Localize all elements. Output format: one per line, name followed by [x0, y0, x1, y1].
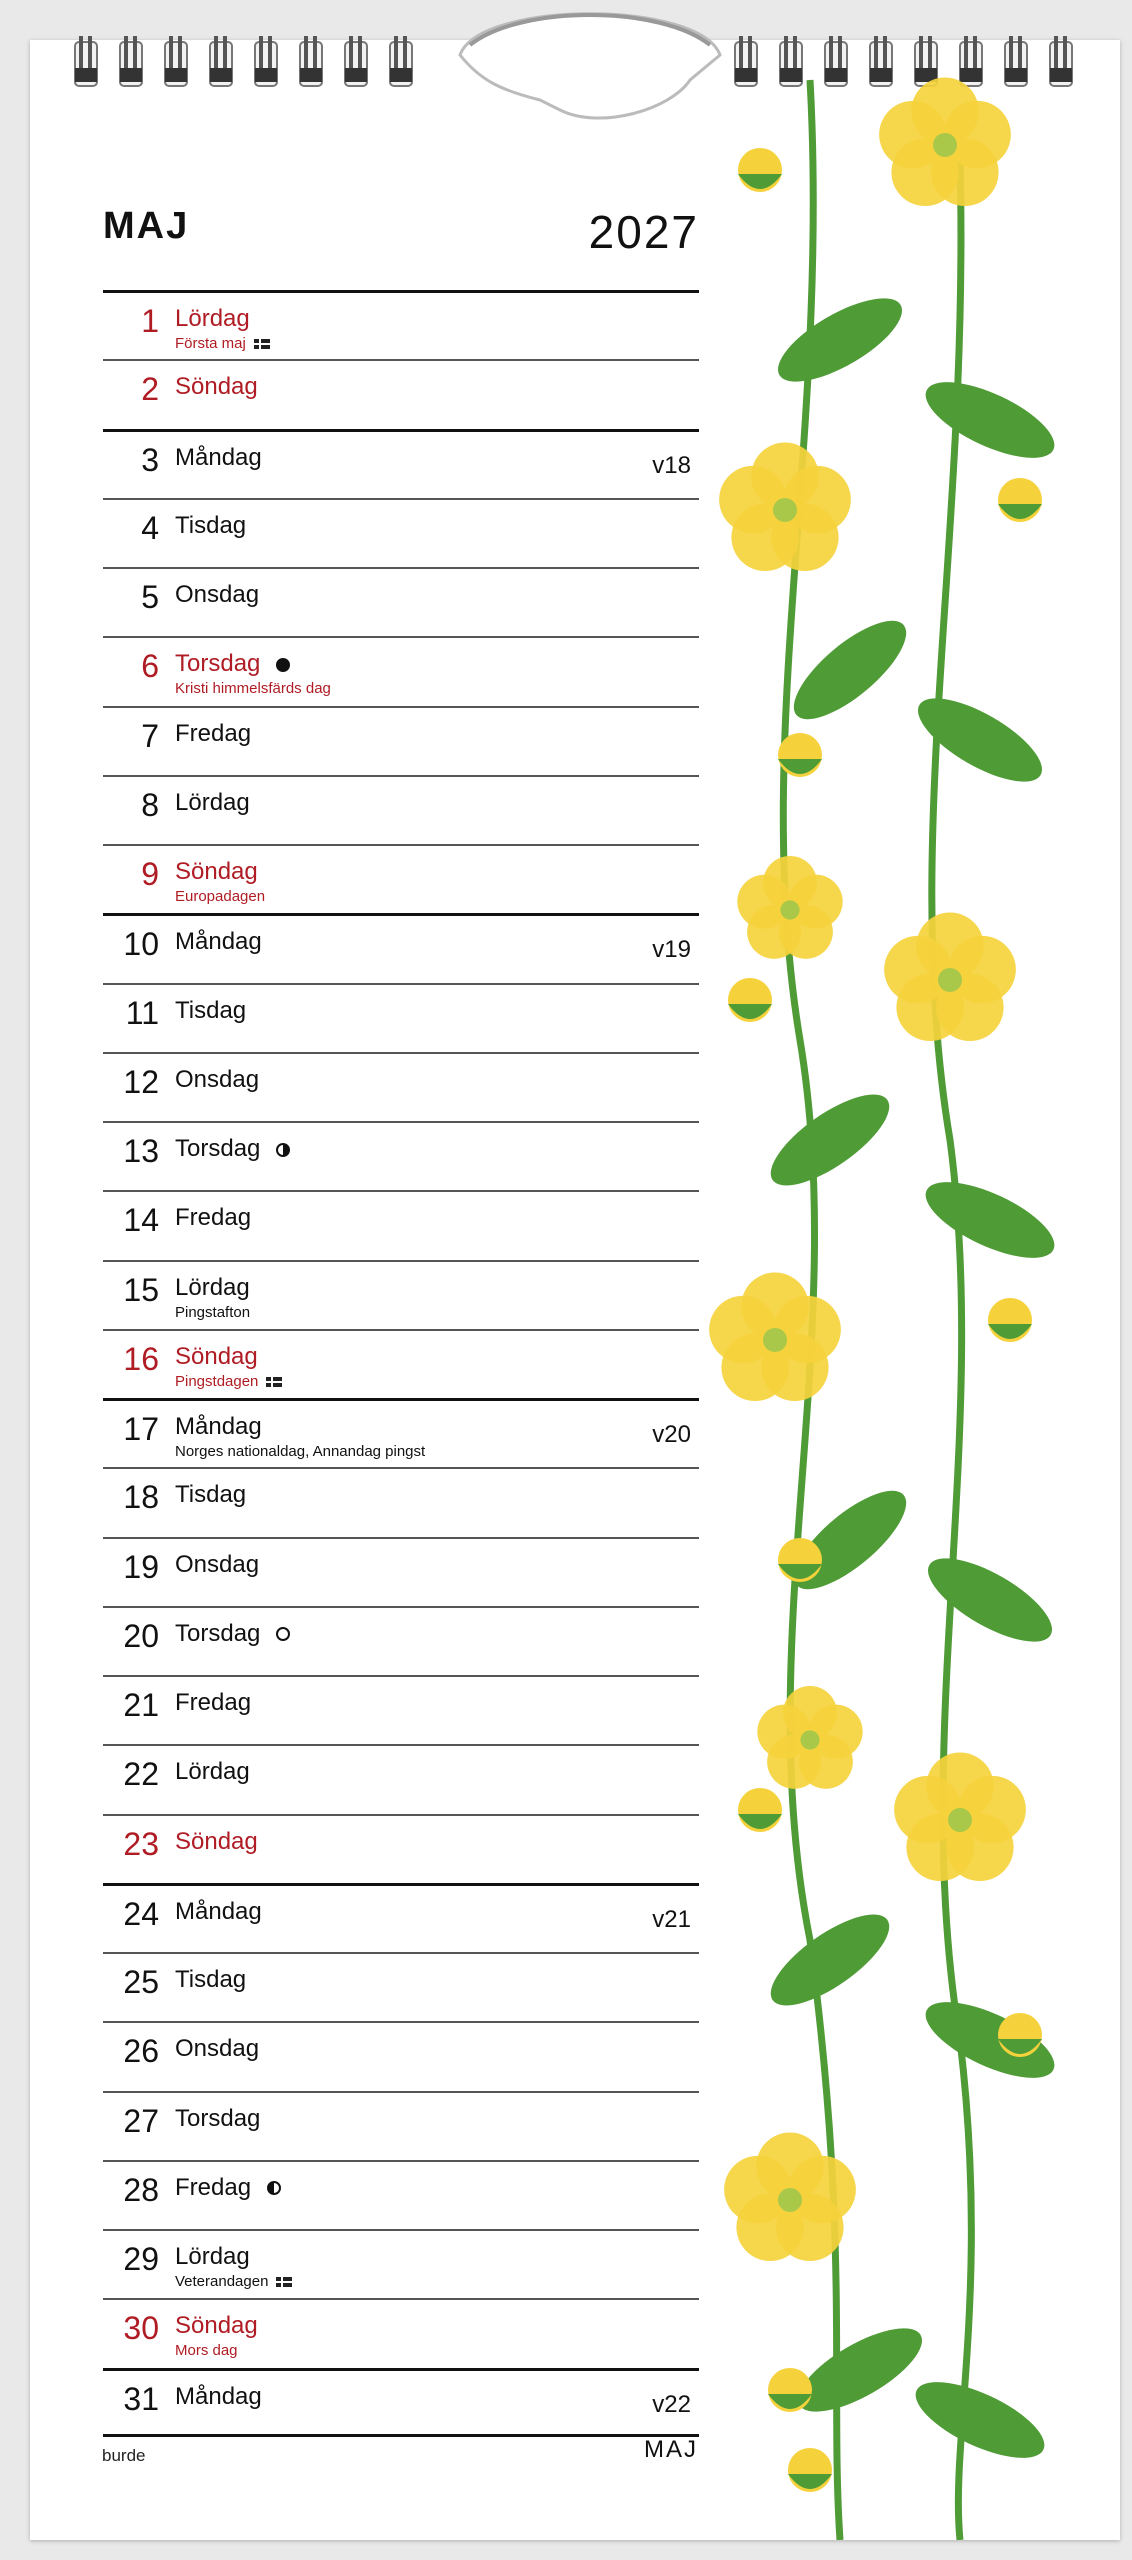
day-name-text: Måndag	[175, 2382, 262, 2410]
flag-icon	[266, 1377, 282, 1387]
binding-coil	[255, 36, 277, 86]
day-note-text: Mors dag	[175, 2342, 238, 2360]
day-row	[103, 1190, 699, 1259]
day-row	[103, 983, 699, 1052]
day-number: 22	[123, 1756, 159, 1793]
leaf	[780, 605, 921, 735]
day-number: 7	[141, 717, 159, 754]
week-number: v21	[652, 1905, 691, 1933]
day-row	[103, 2368, 699, 2437]
flag-icon	[254, 339, 270, 349]
day-name-text: Fredag	[175, 2173, 252, 2201]
week-number: v20	[652, 1421, 691, 1448]
day-number: 2	[141, 371, 159, 408]
day-row	[103, 706, 699, 775]
week-number: v18	[652, 451, 691, 479]
day-name	[175, 2243, 250, 2271]
day-row	[103, 498, 699, 567]
day-number: 26	[123, 2033, 159, 2070]
leaf	[758, 1079, 903, 1202]
day-number: 23	[123, 1825, 159, 1862]
flower-petal	[894, 1776, 962, 1844]
day-name	[175, 581, 259, 609]
day-name-text: Fredag	[175, 1204, 252, 1232]
leaf	[758, 1899, 903, 2022]
day-row	[103, 1952, 699, 2021]
day-name	[175, 1274, 250, 1302]
day-name-text: Måndag	[175, 1413, 262, 1440]
day-note-text: Kristi himmelsfärds dag	[175, 680, 331, 698]
day-row	[103, 775, 699, 844]
brand-logo: burde	[102, 2446, 146, 2465]
flower-petal	[724, 2156, 792, 2224]
day-number: 15	[123, 1271, 159, 1308]
day-name-text: Torsdag	[175, 1135, 261, 1162]
leaf	[916, 1542, 1063, 1657]
day-number: 12	[123, 1063, 159, 1100]
day-number: 6	[141, 648, 159, 685]
day-name	[175, 2105, 260, 2133]
day-number: 18	[123, 1479, 159, 1516]
day-name-text: Onsdag	[175, 1065, 260, 1093]
bud-sepal	[788, 2474, 832, 2489]
day-number: 17	[123, 1411, 159, 1447]
flower-center	[933, 133, 957, 157]
bud-sepal	[728, 1004, 772, 1019]
day-name	[175, 1481, 246, 1509]
day-name	[175, 1966, 246, 1994]
day-row	[103, 1744, 699, 1813]
day-name	[175, 2035, 259, 2063]
day-note	[175, 2273, 292, 2290]
day-name-text: Lördag	[175, 305, 250, 332]
day-note-text: Veterandagen	[175, 2273, 269, 2290]
day-note-text: Norges nationaldag, Annandag pingst	[175, 1443, 426, 1460]
day-note	[175, 1373, 282, 1390]
day-row	[103, 636, 699, 705]
day-list	[103, 290, 699, 2437]
day-row	[103, 359, 699, 428]
moon-phase-icon	[276, 1627, 290, 1641]
day-name-text: Fredag	[175, 1689, 252, 1716]
day-name-text: Onsdag	[175, 581, 260, 608]
day-row	[103, 1883, 699, 1952]
day-row	[103, 1398, 699, 1467]
day-row	[103, 2021, 699, 2090]
day-row	[103, 913, 699, 982]
day-name-text: Onsdag	[175, 1550, 260, 1578]
day-row	[103, 1329, 699, 1398]
day-name-text: Tisdag	[175, 1481, 247, 1509]
day-number: 13	[123, 1133, 159, 1169]
day-name	[175, 2312, 258, 2340]
flower-petal	[737, 875, 791, 929]
day-row	[103, 1814, 699, 1883]
day-name-text: Fredag	[175, 719, 252, 747]
binding-coil	[300, 36, 322, 86]
day-name	[175, 650, 290, 678]
leaf	[906, 2367, 1055, 2473]
flower-petal	[879, 101, 947, 169]
day-name	[175, 1828, 258, 1856]
year-title: 2027	[588, 206, 699, 258]
day-name-text: Söndag	[175, 373, 258, 401]
day-name-text: Lördag	[175, 2243, 250, 2270]
day-note-text: Första maj	[175, 335, 246, 352]
day-name	[175, 1620, 290, 1648]
day-name-text: Torsdag	[175, 1619, 261, 1647]
day-number: 11	[125, 994, 159, 1031]
flag-icon	[276, 2277, 292, 2287]
leaf	[786, 2312, 933, 2427]
day-row	[103, 1260, 699, 1329]
day-note	[175, 1304, 250, 1321]
day-note	[175, 680, 331, 697]
day-name	[175, 1135, 290, 1163]
flower-center	[800, 1730, 819, 1749]
day-name	[175, 512, 246, 540]
day-name	[175, 789, 250, 817]
day-row	[103, 1467, 699, 1536]
day-name-text: Tisdag	[175, 996, 247, 1024]
binding-coil	[120, 36, 142, 86]
bud-sepal	[988, 1324, 1032, 1339]
day-number: 16	[123, 1340, 159, 1377]
day-note-text: Pingstafton	[175, 1303, 251, 1321]
week-number: v19	[652, 936, 691, 964]
flower-center	[763, 1328, 787, 1352]
day-number: 8	[141, 786, 159, 823]
day-number: 9	[141, 856, 159, 892]
day-name	[175, 305, 250, 333]
day-note	[175, 1443, 425, 1460]
day-name-text: Tisdag	[175, 1966, 247, 1993]
day-name	[175, 1066, 259, 1094]
day-row	[103, 2091, 699, 2160]
day-name	[175, 1204, 251, 1232]
moon-phase-icon	[276, 658, 290, 672]
day-name	[175, 1343, 258, 1371]
day-note	[175, 888, 265, 905]
day-number: 29	[123, 2241, 159, 2277]
day-number: 28	[123, 2171, 159, 2208]
day-row	[103, 1052, 699, 1121]
flower-center	[780, 900, 799, 919]
leaf	[916, 1987, 1065, 2093]
day-name	[175, 858, 258, 886]
day-name-text: Tisdag	[175, 511, 247, 539]
week-number: v22	[652, 2390, 691, 2418]
day-name	[175, 444, 262, 472]
day-number: 5	[141, 579, 159, 615]
day-name-text: Torsdag	[175, 2104, 261, 2132]
day-name	[175, 2383, 262, 2411]
day-name	[175, 1898, 262, 1926]
day-name	[175, 2174, 281, 2202]
flower-center	[778, 2188, 802, 2212]
day-name	[175, 1413, 262, 1441]
day-name	[175, 1758, 250, 1786]
day-name-text: Söndag	[175, 1827, 258, 1855]
stem	[932, 160, 972, 2540]
day-row	[103, 290, 699, 359]
day-note	[175, 2342, 238, 2359]
day-row	[103, 2229, 699, 2298]
flower-petal	[884, 936, 952, 1004]
month-title: MAJ	[103, 205, 190, 247]
day-number: 4	[141, 509, 159, 546]
flower-petal	[709, 1296, 777, 1364]
day-note-text: Europadagen	[175, 888, 266, 905]
day-number: 1	[141, 303, 159, 339]
day-row	[103, 1537, 699, 1606]
day-name-text: Söndag	[175, 858, 258, 885]
leaf	[906, 682, 1053, 797]
day-name	[175, 1689, 251, 1717]
day-number: 19	[123, 1548, 159, 1585]
leaf	[916, 1167, 1065, 1273]
day-note	[175, 335, 270, 352]
day-name-text: Lördag	[175, 788, 250, 816]
day-number: 20	[123, 1617, 159, 1654]
day-number: 14	[123, 1202, 159, 1239]
day-name-text: Torsdag	[175, 650, 261, 678]
day-number: 27	[123, 2102, 159, 2139]
binding-coil	[75, 36, 97, 86]
moon-phase-icon	[267, 2181, 281, 2195]
day-number: 25	[123, 1964, 159, 2000]
footer-month: MAJ	[644, 2436, 698, 2463]
day-row	[103, 567, 699, 636]
bud-sepal	[738, 174, 782, 189]
day-row	[103, 1606, 699, 1675]
day-row	[103, 2160, 699, 2229]
day-number: 24	[123, 1895, 159, 1932]
binding-coil	[345, 36, 367, 86]
day-name-text: Måndag	[175, 1897, 262, 1925]
bud-sepal	[738, 1814, 782, 1829]
day-number: 10	[123, 926, 159, 963]
flower-petal	[719, 466, 787, 534]
day-name-text: Måndag	[175, 443, 262, 471]
day-number: 30	[123, 2310, 159, 2347]
flower-center	[948, 1808, 972, 1832]
day-row	[103, 429, 699, 498]
day-name-text: Lördag	[175, 1273, 250, 1301]
leaf	[766, 282, 913, 397]
day-name-text: Onsdag	[175, 2035, 260, 2063]
day-name	[175, 997, 246, 1025]
day-number: 21	[123, 1687, 159, 1723]
day-name	[175, 928, 262, 956]
day-name	[175, 720, 251, 748]
day-name	[175, 373, 258, 401]
flower-petal	[757, 1705, 811, 1759]
day-name	[175, 1551, 259, 1579]
day-row	[103, 844, 699, 913]
day-name-text: Lördag	[175, 1758, 250, 1786]
day-number: 3	[141, 441, 159, 478]
day-note-text: Pingstdagen	[175, 1372, 259, 1390]
day-row	[103, 1121, 699, 1190]
bud-sepal	[998, 504, 1042, 519]
binding-coil	[165, 36, 187, 86]
day-number: 31	[123, 2380, 159, 2417]
flower-center	[938, 968, 962, 992]
buttercup-illustration	[690, 40, 1120, 2540]
flower-center	[773, 498, 797, 522]
day-name-text: Söndag	[175, 1342, 258, 1370]
binding-coil	[390, 36, 412, 86]
day-name-text: Söndag	[175, 2312, 258, 2340]
binding-coil	[210, 36, 232, 86]
day-name-text: Måndag	[175, 928, 262, 956]
day-row	[103, 1675, 699, 1744]
moon-phase-icon	[276, 1143, 290, 1157]
day-row	[103, 2298, 699, 2367]
leaf	[916, 367, 1065, 473]
